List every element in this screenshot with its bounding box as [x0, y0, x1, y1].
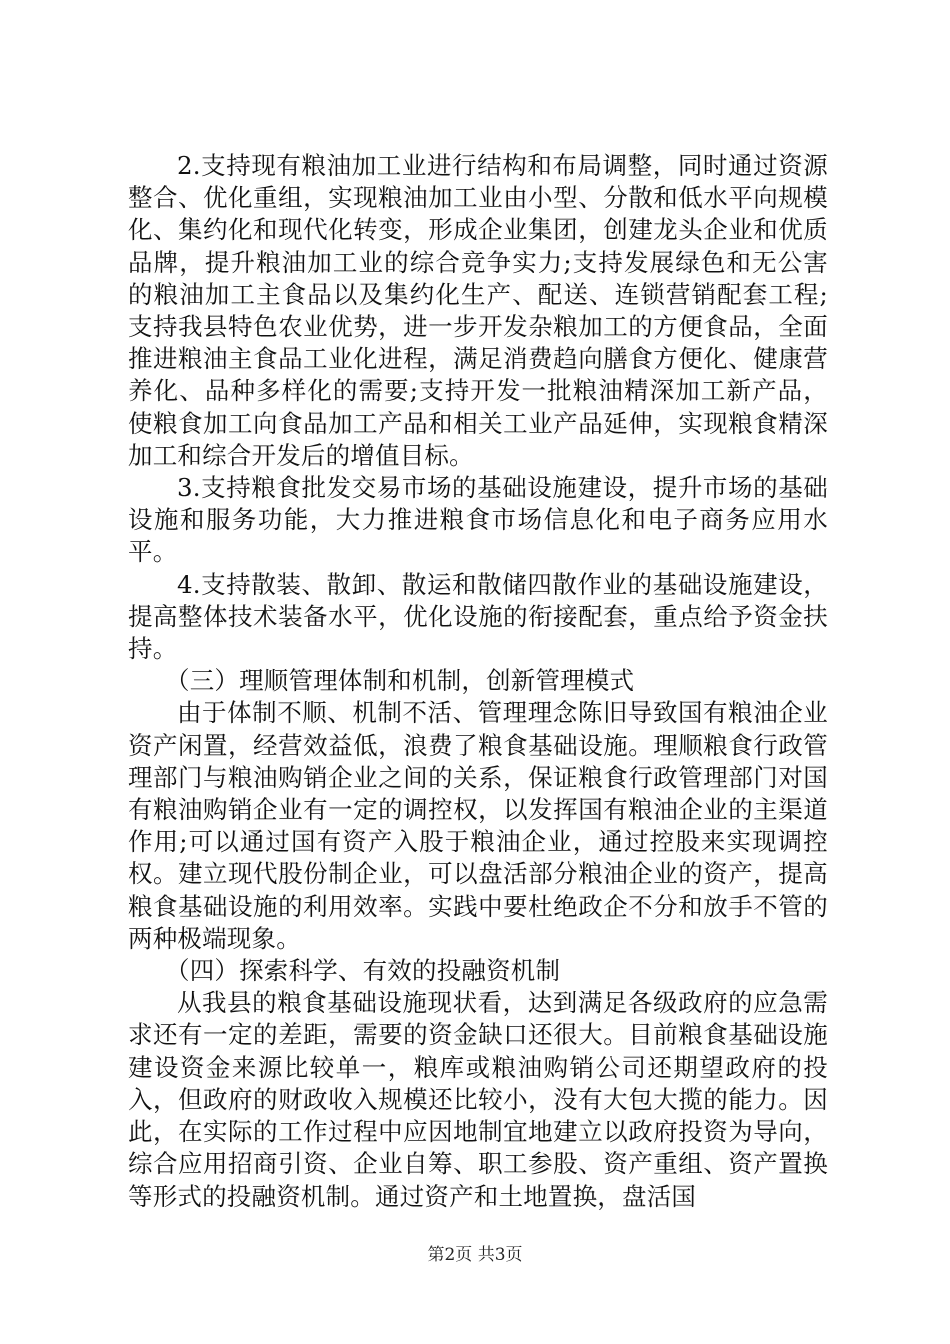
section-heading-investment: （四）探索科学、有效的投融资机制: [165, 956, 561, 986]
paragraph-support-processing: 2.支持现有粮油加工业进行结构和布局调整，同时通过资源整合、优化重组，实现粮油加工业由小型、分散和低水平向规模化、集约化和现代化转变，形成企业集团，创建龙头企业和优质品牌，提升粮油加工业的综合竞争实力;支持发展绿色和无公害的粮油加工主食品以及集约化生产、配送、连锁营销配套工程;支持我县特色农业优势，进一步开发杂粮加工的方便食品，全面推进粮油主食品工业化进程，满足消费趋向膳食方便化、健康营养化、品种多样化的需要;支持开发一批粮油精深加工新产品，使粮食加工向食品加工产品和相关工业产品延伸，实现粮食精深加工和综合开发后的增值目标。: [128, 151, 828, 470]
document-body: [128, 150, 828, 1213]
page-number-footer: 第2页 共3页: [427, 1245, 523, 1265]
section-heading-management: （三）理顺管理体制和机制，创新管理模式: [165, 666, 635, 696]
paragraph-investment-mechanism: 从我县的粮食基础设施现状看，达到满足各级政府的应急需求还有一定的差距，需要的资金缺口还很大。目前粮食基础设施建设资金来源比较单一，粮库或粮油购销公司还期望政府的投入，但政府的财政收入规模还比较小，没有大包大揽的能力。因此，在实际的工作过程中应因地制宜地建立以政府投资为导向，综合应用招商引资、企业自筹、职工参股、资产重组、资产置换等形式的投融资机制。通过资产和土地置换，盘活国: [128, 988, 828, 1211]
paragraph-wholesale-market: 3.支持粮食批发交易市场的基础设施建设，提升市场的基础设施和服务功能，大力推进粮食市场信息化和电子商务应用水平。: [128, 473, 828, 567]
paragraph-bulk-operations: 4.支持散装、散卸、散运和散储四散作业的基础设施建设，提高整体技术装备水平，优化设施的衔接配套，重点给予资金扶持。: [128, 569, 828, 664]
paragraph-management-system: 由于体制不顺、机制不活、管理理念陈旧导致国有粮油企业资产闲置，经营效益低，浪费了粮食基础设施。理顺粮食行政管理部门与粮油购销企业之间的关系，保证粮食行政管理部门对国有粮油购销企业有一定的调控权，以发挥国有粮油企业的主渠道作用;可以通过国有资产入股于粮油企业，通过控股来实现调控权。建立现代股份制企业，可以盘活部分粮油企业的资产，提高粮食基础设施的利用效率。实践中要杜绝政企不分和放手不管的两种极端现象。: [128, 698, 828, 953]
